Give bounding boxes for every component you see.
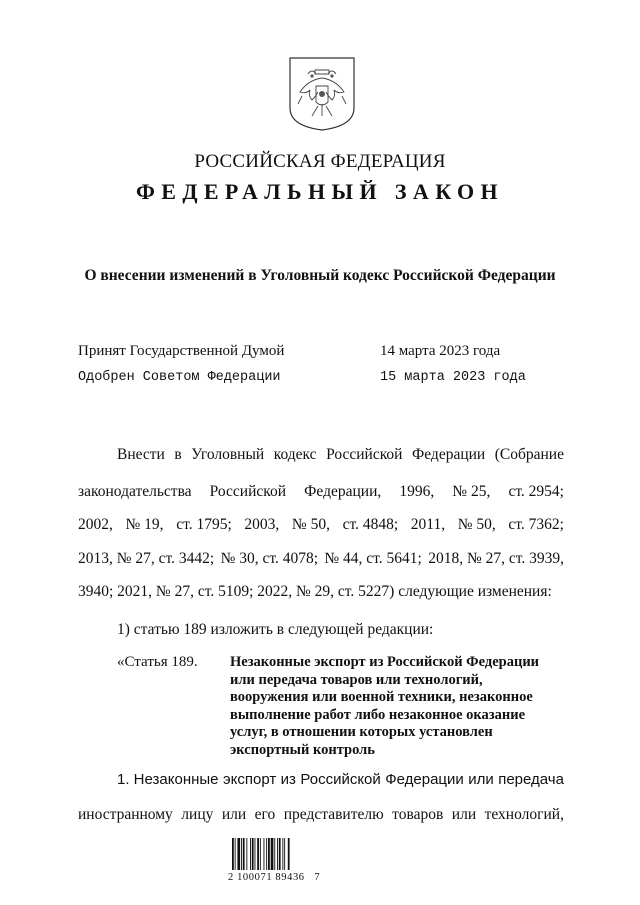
word: 1996, <box>399 483 435 500</box>
word: экспорт <box>222 771 277 788</box>
word: товаров <box>392 806 444 823</box>
article-title-line: Незаконные экспорт из Российской Федерации <box>230 654 540 670</box>
word: или <box>221 806 247 823</box>
word: иностранному <box>78 806 173 823</box>
barcode-number: 2 100071 89436 7 <box>228 872 321 883</box>
word: ст. 4848; <box>342 516 399 533</box>
word: № 50, <box>457 516 496 533</box>
article-title-line: выполнение работ либо незаконное оказание <box>230 706 526 723</box>
word: Российской <box>209 483 287 500</box>
word: (Собрание <box>494 446 564 463</box>
duma-label: Принят Государственной Думой <box>78 343 285 359</box>
intro-line-3 <box>78 516 564 534</box>
article-title-line: экспортный контроль <box>230 741 375 758</box>
word: или <box>451 806 477 823</box>
word: представителю <box>283 806 384 823</box>
word: Российской <box>326 446 403 463</box>
word: лицу <box>181 806 214 823</box>
intro-line-4 <box>78 550 564 568</box>
article-title-line: или передача товаров или технологий, <box>230 671 483 688</box>
word: его <box>254 806 276 823</box>
word: ст. 2954; <box>508 483 564 500</box>
article-title-line: услуг, в отношении которых установлен <box>230 724 493 741</box>
law-type: ФЕДЕРАЛЬНЫЙ ЗАКОН <box>135 179 505 204</box>
duma-date: 14 марта 2023 года <box>380 343 501 359</box>
law-title: О внесении изменений в Уголовный кодекс Российской Федерации <box>84 267 556 284</box>
word: законодательства <box>78 483 192 500</box>
country-name: РОССИЙСКАЯ ФЕДЕРАЦИЯ <box>194 151 446 172</box>
word: ст. 1795; <box>176 516 232 533</box>
word: Внести <box>117 446 165 463</box>
word: 2011, <box>410 516 446 533</box>
word: или <box>468 771 494 788</box>
council-label: Одобрен Советом Федерации <box>78 370 281 385</box>
word: № 30, ст. 4078; <box>220 550 319 567</box>
word: Федерации, <box>304 483 382 500</box>
article-title-line: вооружения или военной техники, незаконное <box>230 689 533 706</box>
word: кодекс <box>273 446 317 463</box>
intro-line-5: 3940; 2021, № 27, ст. 5109; 2022, № 29, ст. 5227) следующие изменения: <box>78 583 552 600</box>
intro-line-2 <box>78 483 564 501</box>
council-date: 15 марта 2023 года <box>380 370 526 385</box>
article-label: «Статья 189. <box>117 654 198 670</box>
word: Федерации <box>385 771 464 788</box>
word: из <box>280 771 296 788</box>
state-emblem <box>288 56 356 132</box>
word: 2002, <box>78 516 113 533</box>
word: 2003, <box>244 516 280 533</box>
intro-line-1 <box>117 446 564 464</box>
word: Уголовный <box>191 446 265 463</box>
word: № 50, <box>291 516 330 533</box>
word: № 19, <box>125 516 164 533</box>
word: в <box>174 446 182 463</box>
word: 2013, № 27, ст. 3442; <box>78 550 215 567</box>
word: Российской <box>300 771 381 788</box>
word: передача <box>498 771 564 788</box>
paragraph-1-line-1 <box>117 771 564 788</box>
word: 2018, № 27, ст. 3939, <box>428 550 564 567</box>
word: ст. 7362; <box>508 516 564 533</box>
word: Федерации <box>412 446 486 463</box>
word: № 25, <box>452 483 491 500</box>
article-title <box>230 654 570 760</box>
amendment-item-1: 1) статью 189 изложить в следующей редакции: <box>117 621 434 638</box>
word: 1. Незаконные <box>117 771 219 788</box>
paragraph-1-line-2 <box>78 806 564 824</box>
word: технологий, <box>484 806 564 823</box>
word: № 44, ст. 5641; <box>324 550 422 567</box>
